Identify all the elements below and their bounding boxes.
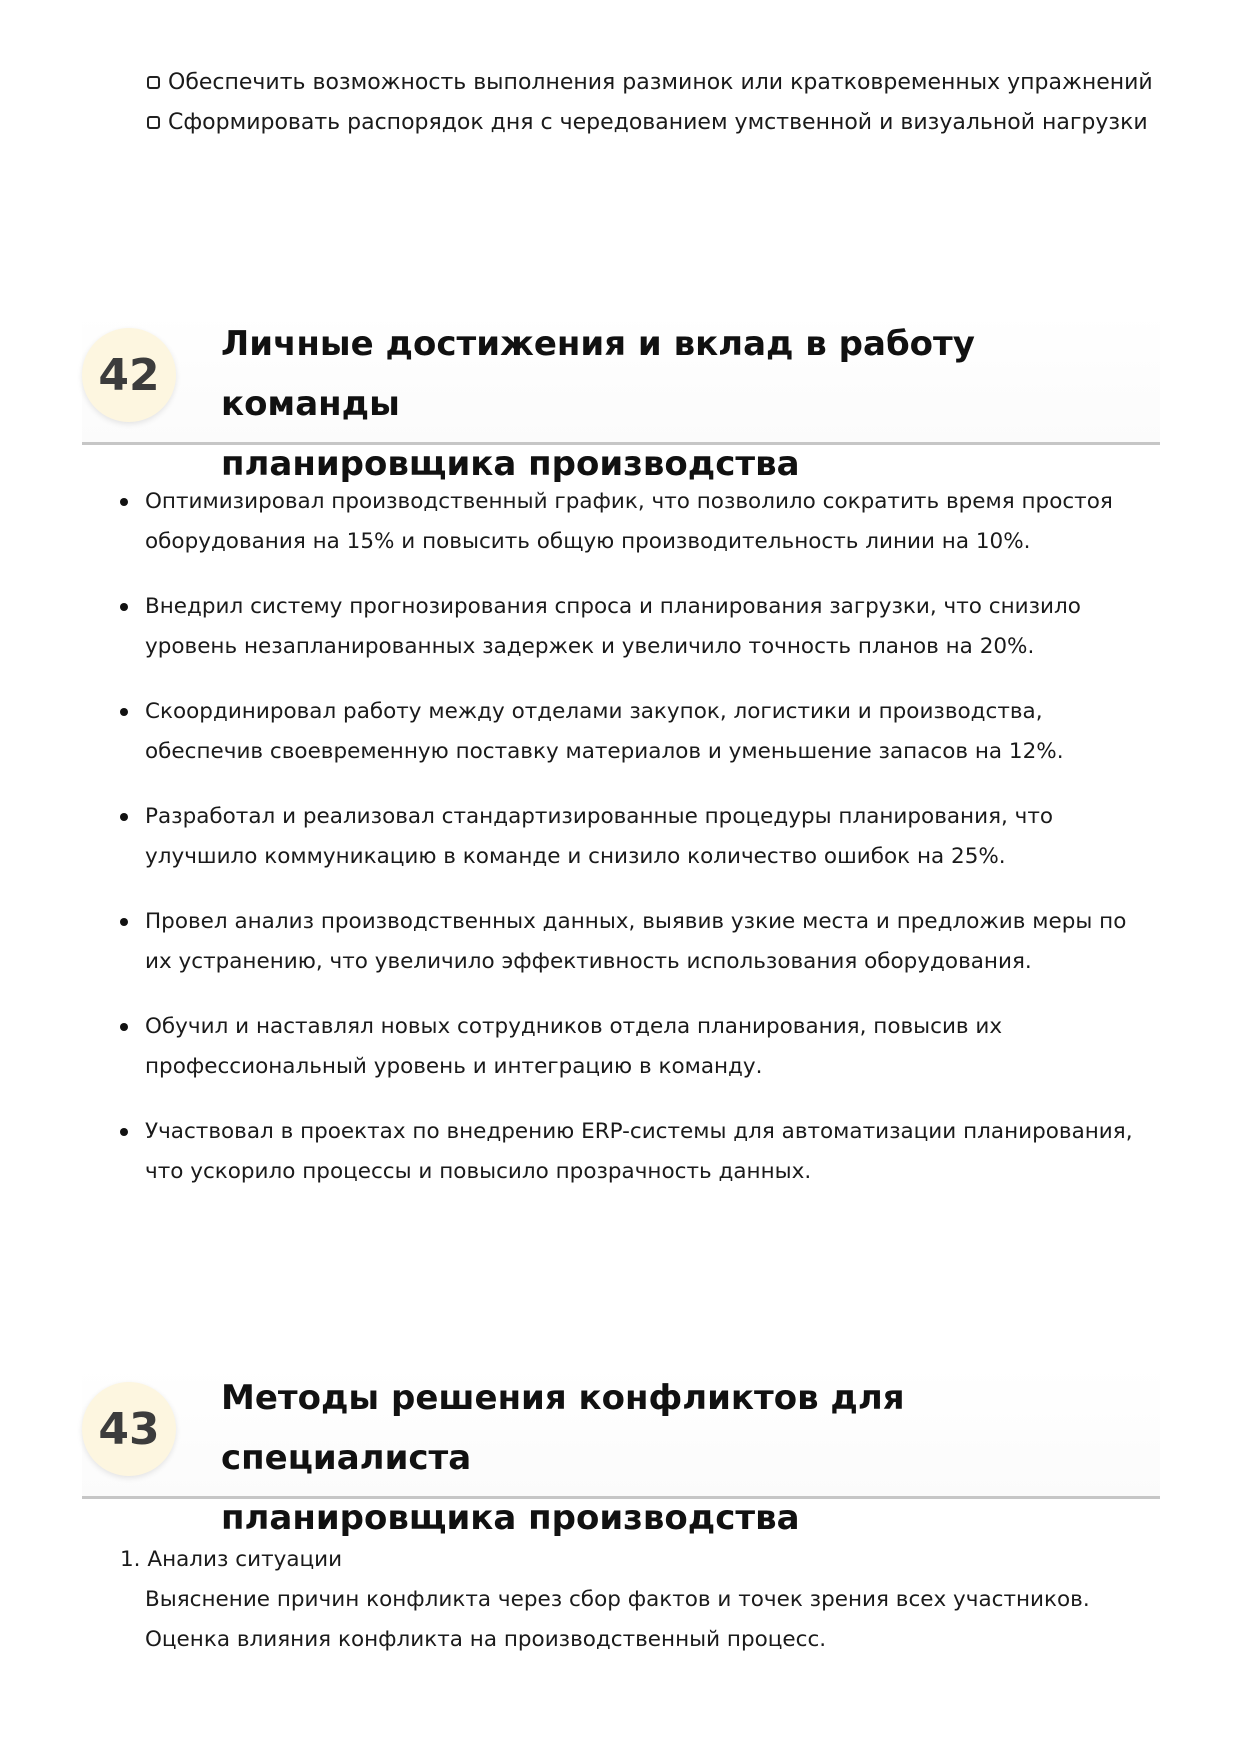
bullet-icon xyxy=(120,1023,128,1031)
list-item-line: Оценка влияния конфликта на производственный процесс. xyxy=(145,1627,827,1652)
list-item-line: их устранению, что увеличило эффективность использования оборудования. xyxy=(145,949,1032,974)
list-item-line: уровень незапланированных задержек и увеличило точность планов на 20%. xyxy=(145,634,1035,659)
list-item-line: Провел анализ производственных данных, выявив узкие места и предложив меры по xyxy=(145,909,1127,934)
list-item xyxy=(145,797,1145,877)
list-item xyxy=(145,902,1145,982)
checklist-item xyxy=(147,102,1207,142)
list-item-line: Выяснение причин конфликта через сбор фактов и точек зрения всех участников. xyxy=(145,1587,1090,1612)
checklist-item-text: Обеспечить возможность выполнения разминок или кратковременных упражнений xyxy=(168,69,1153,95)
section-42-header xyxy=(82,312,1160,484)
list-item-line: улучшило коммуникацию в команде и снизило количество ошибок на 25%. xyxy=(145,844,1006,869)
list-item-line: Разработал и реализовал стандартизированные процедуры планирования, что xyxy=(145,804,1054,829)
bullet-icon xyxy=(120,603,128,611)
bullet-icon xyxy=(120,498,128,506)
section-title-line: планировщика производства xyxy=(221,1498,800,1538)
section-title-line: Методы решения конфликтов для специалиста xyxy=(221,1378,905,1478)
list-item-line: обеспечив своевременную поставку материалов и уменьшение запасов на 12%. xyxy=(145,739,1064,764)
list-item-line: профессиональный уровень и интеграцию в команду. xyxy=(145,1054,763,1079)
bullet-icon xyxy=(120,1128,128,1136)
list-item-line: Оптимизировал производственный график, что позволило сократить время простоя xyxy=(145,489,1113,514)
bullet-icon xyxy=(120,708,128,716)
checkbox-icon xyxy=(147,76,160,89)
checklist-item xyxy=(147,62,1207,102)
achievements-list xyxy=(145,482,1145,1217)
checklist xyxy=(147,62,1207,142)
list-item xyxy=(145,692,1145,772)
list-item-line: что ускорило процессы и повысило прозрачность данных. xyxy=(145,1159,812,1184)
list-item xyxy=(145,587,1145,667)
section-number-badge: 43 xyxy=(82,1382,176,1476)
list-item-marker: 1. xyxy=(120,1547,141,1572)
section-number-badge: 42 xyxy=(82,328,176,422)
list-item-heading xyxy=(120,1540,1150,1580)
conflict-methods-list xyxy=(120,1540,1150,1660)
checklist-item-text: Сформировать распорядок дня с чередованием умственной и визуальной нагрузки xyxy=(168,109,1148,135)
list-item xyxy=(145,1007,1145,1087)
list-item-line: Скоординировал работу между отделами закупок, логистики и производства, xyxy=(145,699,1043,724)
list-item-title: Анализ ситуации xyxy=(147,1547,343,1572)
bullet-icon xyxy=(120,918,128,926)
list-item-line: оборудования на 15% и повысить общую производительность линии на 10%. xyxy=(145,529,1031,554)
section-42-title xyxy=(221,314,1150,494)
section-title-line: планировщика производства xyxy=(221,444,800,484)
list-item-line: Участвовал в проектах по внедрению ERP-системы для автоматизации планирования, xyxy=(145,1119,1133,1144)
section-43-title xyxy=(221,1368,1150,1548)
list-item-line: Внедрил систему прогнозирования спроса и планирования загрузки, что снизило xyxy=(145,594,1081,619)
list-item xyxy=(145,1112,1145,1192)
list-item-line: Обучил и наставлял новых сотрудников отдела планирования, повысив их xyxy=(145,1014,1003,1039)
section-title-line: Личные достижения и вклад в работу команды xyxy=(221,324,975,424)
list-item xyxy=(145,482,1145,562)
section-43-header xyxy=(82,1366,1160,1538)
checkbox-icon xyxy=(147,116,160,129)
bullet-icon xyxy=(120,813,128,821)
